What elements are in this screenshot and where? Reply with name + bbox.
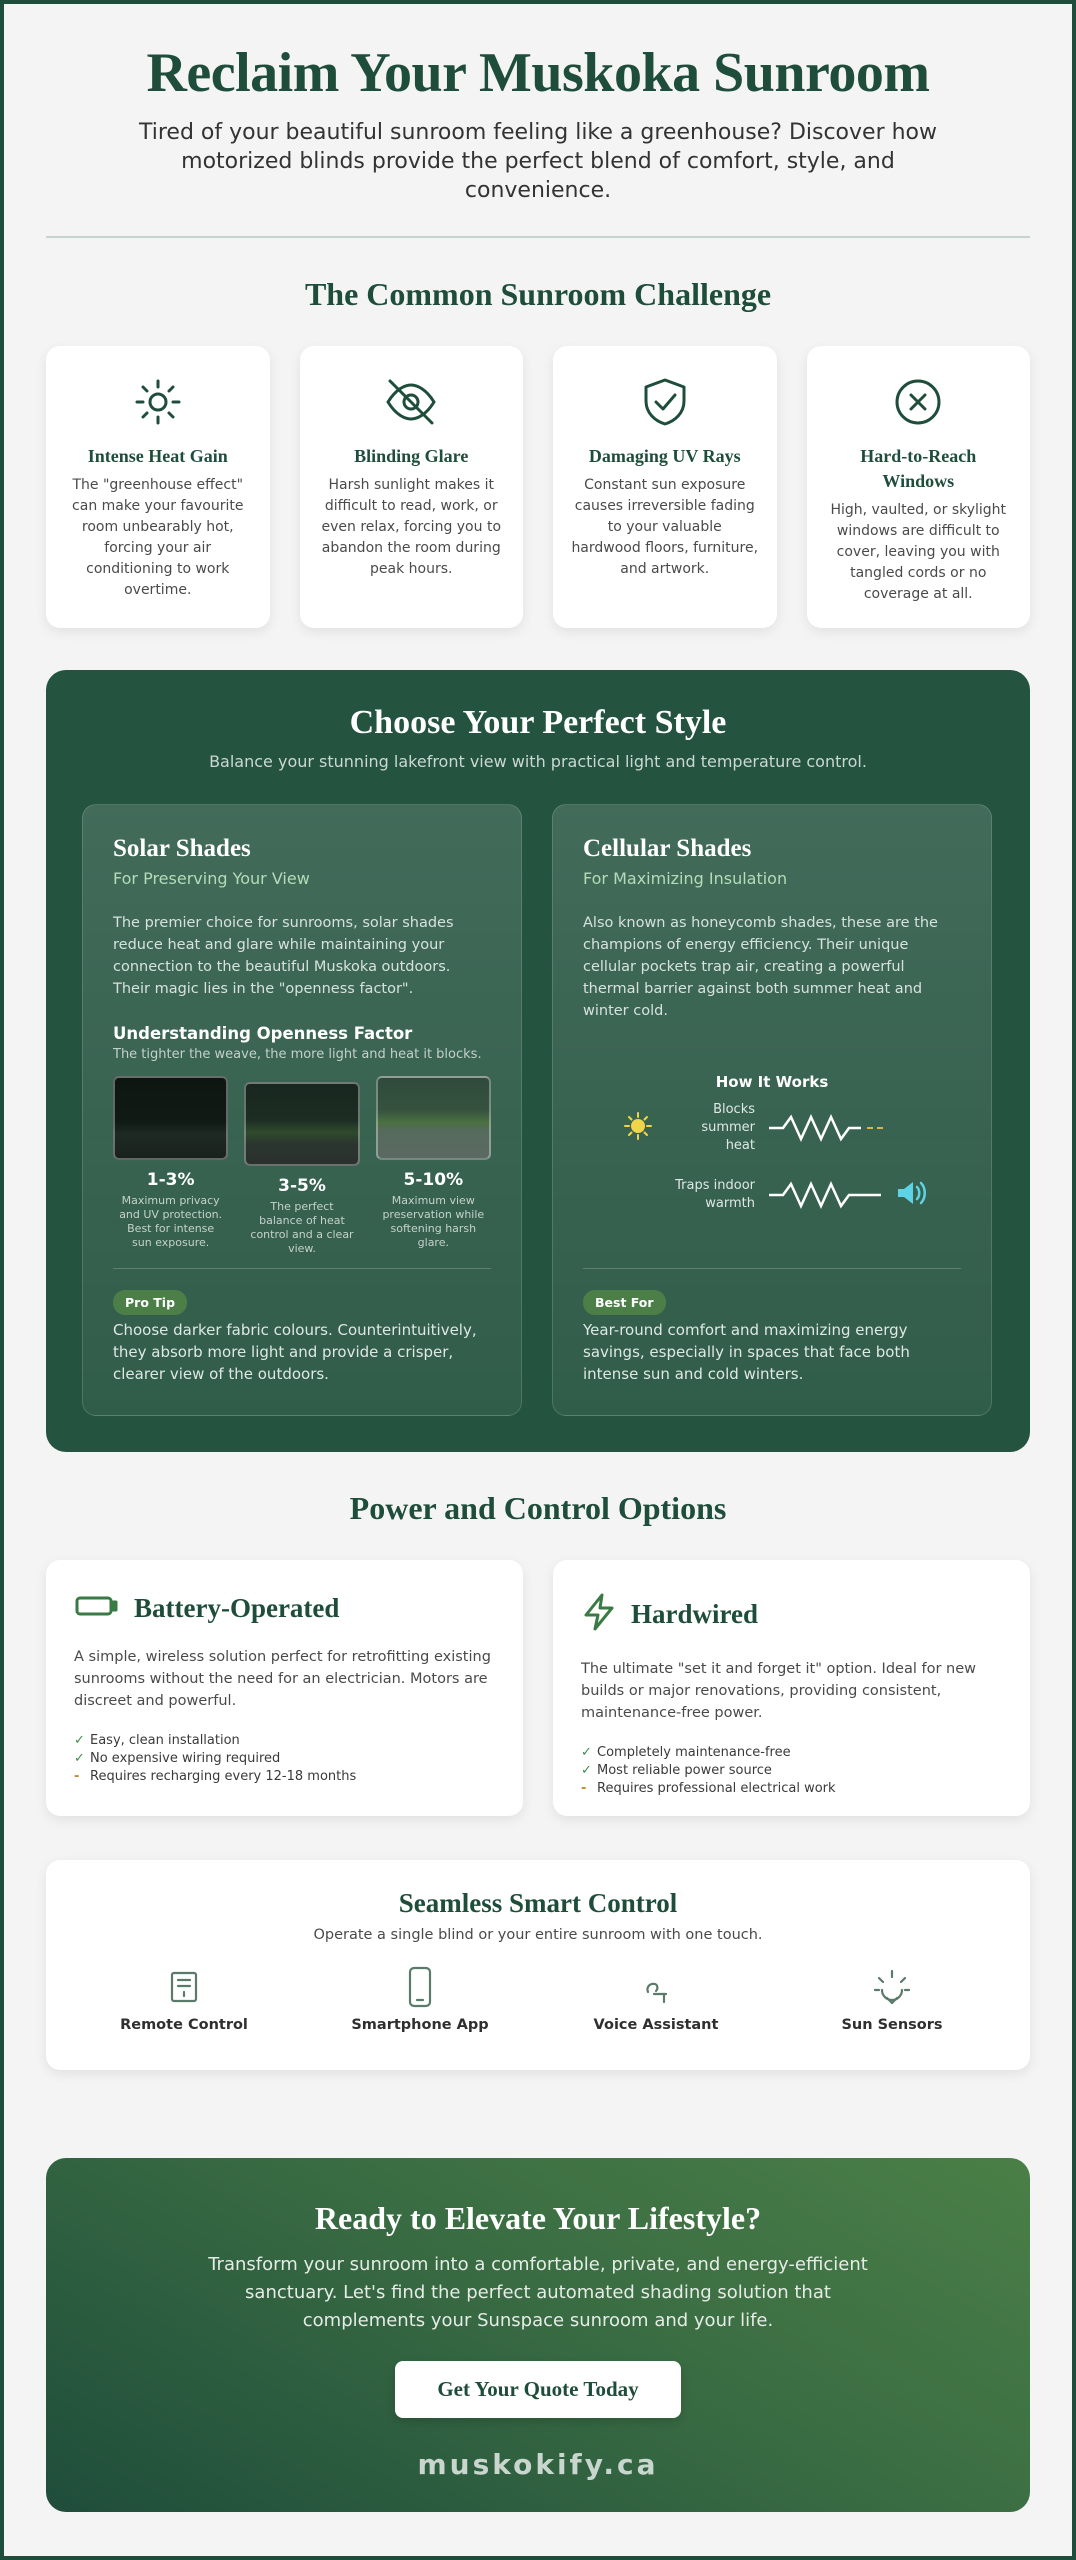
challenge-card-title: Intense Heat Gain xyxy=(87,446,228,466)
solar-desc: The premier choice for sunrooms, solar shades reduce heat and glare while maintaining your connection to the beautiful Muskoka outdoors. Their magic lies in the "openness factor". xyxy=(113,915,454,997)
speaker-icon xyxy=(895,1178,929,1212)
swatch-note: Maximum view preservation while softening harsh glare. xyxy=(382,1194,485,1249)
challenge-card-windows xyxy=(807,346,1031,628)
challenge-card-glare xyxy=(300,346,524,628)
how-row-warmth xyxy=(583,1177,961,1213)
openness-hint: The tighter the weave, the more light and heat it blocks. xyxy=(113,1047,482,1062)
cellular-desc: Also known as honeycomb shades, these are the champions of energy efficiency. Their unique cellular pockets trap air, creating a powerful thermal barrier against both summer heat and winter cold. xyxy=(583,915,938,1019)
cellular-title: Cellular Shades xyxy=(583,835,752,862)
challenge-cards xyxy=(46,346,1030,628)
header-divider xyxy=(46,236,1030,238)
card-divider xyxy=(583,1268,961,1269)
cta-section xyxy=(46,2158,1030,2512)
challenge-title: The Common Sunroom Challenge xyxy=(304,276,772,312)
smartphone-icon xyxy=(302,1965,538,2009)
battery-desc: A simple, wireless solution perfect for retrofitting existing sunrooms without the need for an electrician. Motors are discreet and powerful. xyxy=(74,1649,491,1709)
sun-icon xyxy=(623,1111,653,1145)
hardwired-desc: The ultimate "set it and forget it" option. Ideal for new builds or major renovations, providing consistent, maintenance-free power. xyxy=(581,1661,976,1721)
openness-title: Understanding Openness Factor xyxy=(113,1024,413,1043)
smart-option-label: Remote Control xyxy=(120,2017,248,2033)
challenge-card-text: High, vaulted, or skylight windows are difficult to cover, leaving you with tangled cords or no coverage at all. xyxy=(830,502,1007,602)
hardwired-title: Hardwired xyxy=(631,1598,758,1629)
swatch-5-10 xyxy=(376,1076,491,1256)
smart-option-voice xyxy=(538,1965,774,2033)
solar-title: Solar Shades xyxy=(113,835,251,862)
shield-check-icon xyxy=(571,372,759,432)
swatch-note: Maximum privacy and UV protection. Best for intense sun exposure. xyxy=(119,1194,223,1249)
swatch-preview xyxy=(376,1076,491,1160)
challenge-card-title: Hard-to-Reach Windows xyxy=(860,446,977,491)
battery-features xyxy=(74,1732,495,1786)
swatch-1-3 xyxy=(113,1076,228,1256)
smart-control-card xyxy=(46,1860,1030,2070)
cellular-tagline: For Maximizing Insulation xyxy=(583,869,788,888)
feature-item: - Requires professional electrical work xyxy=(581,1781,836,1796)
swatch-preview xyxy=(113,1076,228,1160)
how-label: Blocks summer heat xyxy=(701,1102,755,1153)
x-circle-icon xyxy=(825,372,1013,432)
pro-tip-badge: Pro Tip xyxy=(113,1290,187,1315)
brand-url[interactable]: muskokify.ca xyxy=(417,2448,659,2481)
hardwired-features xyxy=(581,1744,1002,1798)
swatch-3-5 xyxy=(244,1082,359,1256)
openness-swatches xyxy=(113,1076,491,1256)
heat-blocked-wave xyxy=(769,1113,889,1143)
sun-icon xyxy=(64,372,252,432)
pro-tip-text: Choose darker fabric colours. Counterintuitively, they absorb more light and provide a crisper, clearer view of the outdoors. xyxy=(113,1321,477,1383)
swatch-percent: 5-10% xyxy=(403,1170,464,1190)
voice-icon xyxy=(538,1965,774,2009)
smart-option-label: Smartphone App xyxy=(351,2017,489,2033)
card-divider xyxy=(113,1268,491,1269)
warmth-trapped-wave xyxy=(769,1180,889,1210)
hero-header xyxy=(46,38,1030,205)
challenge-card-title: Damaging UV Rays xyxy=(588,446,741,466)
swatch-percent: 3-5% xyxy=(278,1176,326,1196)
power-options xyxy=(46,1560,1030,1816)
style-subtitle: Balance your stunning lakefront view with practical light and temperature control. xyxy=(209,752,867,771)
challenge-card-uv xyxy=(553,346,777,628)
page-title: Reclaim Your Muskoka Sunroom xyxy=(146,42,930,104)
feature-item: ✓ Most reliable power source xyxy=(581,1763,772,1778)
page-subtitle: Tired of your beautiful sunroom feeling like a greenhouse? Discover how motorized blinds provide the perfect blend of comfort, style, and convenience. xyxy=(138,120,938,203)
swatch-percent: 1-3% xyxy=(146,1170,195,1190)
cta-text: Transform your sunroom into a comfortable, private, and energy-efficient sanctuary. Let's find the perfect automated shading solution that complements your Sunspace sunroom and your life. xyxy=(208,2254,868,2331)
get-quote-button[interactable]: Get Your Quote Today xyxy=(395,2361,680,2418)
feature-item: ✓ Completely maintenance-free xyxy=(581,1745,791,1760)
smart-subtitle: Operate a single blind or your entire sunroom with one touch. xyxy=(313,1927,763,1943)
battery-title: Battery-Operated xyxy=(134,1592,340,1623)
challenge-card-title: Blinding Glare xyxy=(354,446,469,466)
power-title: Power and Control Options xyxy=(349,1490,727,1526)
eye-off-icon xyxy=(318,372,506,432)
feature-item: ✓ Easy, clean installation xyxy=(74,1733,240,1748)
lightning-icon xyxy=(581,1592,617,1636)
how-label: Traps indoor warmth xyxy=(675,1178,755,1211)
smart-option-sensors xyxy=(774,1965,1010,2033)
swatch-preview xyxy=(244,1082,359,1166)
smart-options xyxy=(46,1965,1030,2033)
battery-card xyxy=(46,1560,523,1816)
solar-tagline: For Preserving Your View xyxy=(113,869,310,888)
cellular-shades-card xyxy=(552,804,992,1416)
feature-item: - Requires recharging every 12-18 months xyxy=(74,1769,357,1784)
smart-option-remote xyxy=(66,1965,302,2033)
challenge-card-heat xyxy=(46,346,270,628)
challenge-card-text: Harsh sunlight makes it difficult to read, work, or even relax, forcing you to abandon the room during peak hours. xyxy=(321,477,502,577)
cta-title: Ready to Elevate Your Lifestyle? xyxy=(314,2200,762,2236)
challenge-card-text: Constant sun exposure causes irreversible fading to your valuable hardwood floors, furniture, and artwork. xyxy=(571,477,759,577)
remote-icon xyxy=(66,1965,302,2009)
best-for-text: Year-round comfort and maximizing energy savings, especially in spaces that face both intense sun and cold winters. xyxy=(583,1321,910,1383)
smart-option-label: Voice Assistant xyxy=(593,2017,719,2033)
style-title: Choose Your Perfect Style xyxy=(349,704,727,741)
challenge-card-text: The "greenhouse effect" can make your favourite room unbearably hot, forcing your air conditioning to work overtime. xyxy=(72,477,244,598)
feature-item: ✓ No expensive wiring required xyxy=(74,1751,281,1766)
best-for-badge: Best For xyxy=(583,1290,666,1315)
how-it-works-title: How It Works xyxy=(715,1073,829,1091)
sun-sensor-icon xyxy=(774,1965,1010,2009)
how-row-heat xyxy=(583,1101,961,1155)
battery-icon xyxy=(74,1592,120,1624)
style-section xyxy=(46,670,1030,1452)
how-it-works xyxy=(583,1073,961,1213)
smart-option-app xyxy=(302,1965,538,2033)
solar-shades-card xyxy=(82,804,522,1416)
smart-option-label: Sun Sensors xyxy=(841,2017,943,2033)
hardwired-card xyxy=(553,1560,1030,1816)
swatch-note: The perfect balance of heat control and a clear view. xyxy=(250,1200,354,1255)
smart-title: Seamless Smart Control xyxy=(398,1888,678,1918)
